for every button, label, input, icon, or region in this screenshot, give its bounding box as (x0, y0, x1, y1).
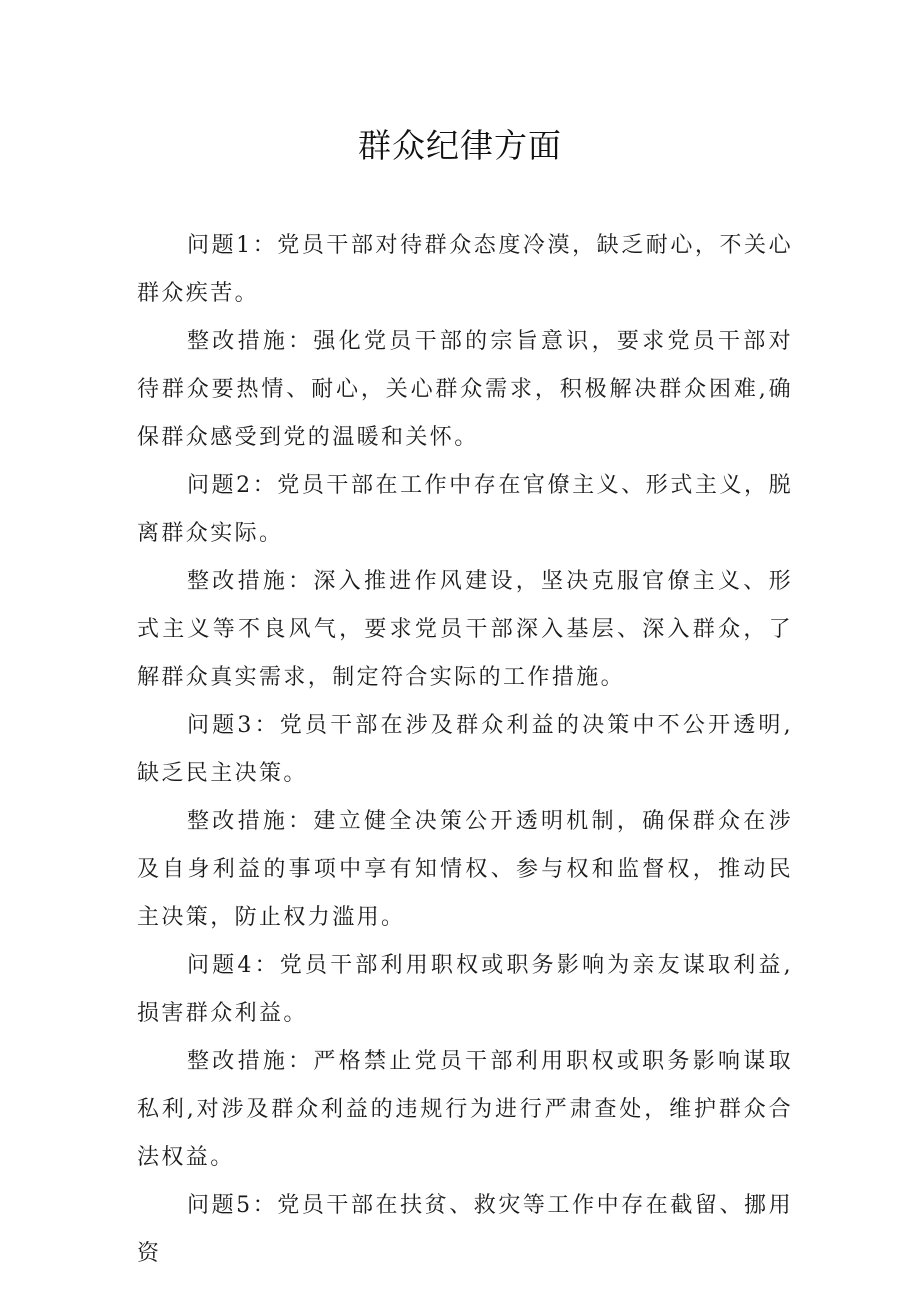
remedy-1-paragraph: 整改措施：强化党员干部的宗旨意识，要求党员干部对待群众要热情、耐心，关心群众需求，积极解决群众困难,确保群众感受到党的温暖和关怀。 (137, 329, 793, 450)
issue-3-paragraph: 问题3：党员干部在涉及群众利益的决策中不公开透明,缺乏民主决策。 (137, 713, 793, 786)
issue-5-paragraph: 问题5：党员干部在扶贫、救灾等工作中存在截留、挪用资 (137, 1193, 793, 1266)
remedy-4-paragraph: 整改措施：严格禁止党员干部利用职权或职务影响谋取私利,对涉及群众利益的违规行为进行严肃查处，维护群众合法权益。 (137, 1049, 793, 1170)
issue-2-paragraph: 问题2：党员干部在工作中存在官僚主义、形式主义，脱离群众实际。 (137, 473, 793, 546)
document-body (137, 222, 793, 1278)
remedy-3-paragraph: 整改措施：建立健全决策公开透明机制，确保群众在涉及自身利益的事项中享有知情权、参与权和监督权，推动民主决策，防止权力滥用。 (137, 809, 793, 930)
document-title: 群众纪律方面 (358, 126, 562, 165)
issue-4-paragraph: 问题4：党员干部利用职权或职务影响为亲友谋取利益,损害群众利益。 (137, 953, 793, 1026)
remedy-2-paragraph: 整改措施：深入推进作风建设，坚决克服官僚主义、形式主义等不良风气，要求党员干部深入基层、深入群众，了解群众真实需求，制定符合实际的工作措施。 (137, 569, 793, 690)
issue-1-paragraph: 问题1：党员干部对待群众态度冷漠，缺乏耐心，不关心群众疾苦。 (137, 233, 793, 306)
